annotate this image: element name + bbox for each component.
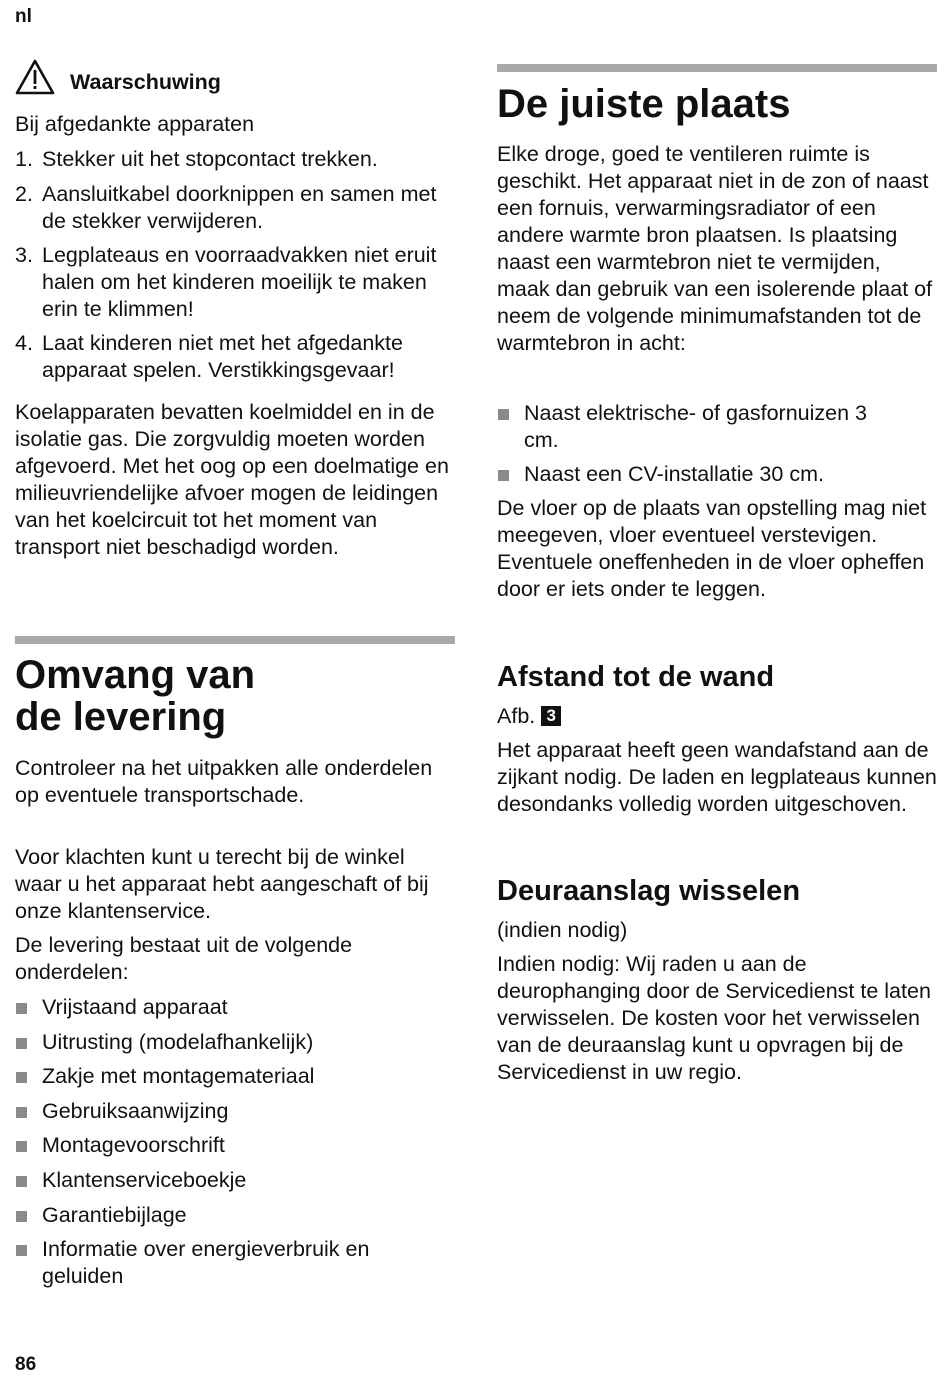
- bullet-square-icon: [498, 470, 509, 481]
- placement-heading: De juiste plaats: [497, 82, 791, 126]
- wall-paragraph: Het apparaat heeft geen wandafstand aan de zijkant nodig. De laden en legplateaus kunnen desondanks volledig worden uitgeschoven.: [497, 738, 937, 816]
- list-item: Klantenserviceboekje: [15, 1167, 455, 1194]
- figure-label: Afb.: [497, 704, 536, 728]
- door-note: (indien nodig): [497, 918, 628, 942]
- warning-step: [15, 330, 455, 384]
- list-item: Naast elektrische- of gasfornuizen 3 cm.: [497, 400, 897, 454]
- bullet-square-icon: [16, 1107, 27, 1118]
- list-item: Vrijstaand apparaat: [15, 994, 455, 1021]
- bullet-square-icon: [16, 1038, 27, 1049]
- list-item: Gebruiksaanwijzing: [15, 1098, 455, 1125]
- warning-step: [15, 146, 455, 173]
- placement-paragraph-2: De vloer op de plaats van opstelling mag niet meegeven, vloer eventueel verstevigen. Eventuele oneffenheden in de vloer opheffen door er iets onder te leggen.: [497, 496, 927, 601]
- language-label: nl: [15, 6, 32, 27]
- step-text: Legplateaus en voorraadvakken niet eruit halen om het kinderen moeilijk te maken erin te klimmen!: [42, 243, 437, 321]
- list-item: Zakje met montagemateriaal: [15, 1063, 455, 1090]
- delivery-paragraph-3: De levering bestaat uit de volgende onderdelen:: [15, 933, 353, 984]
- figure-reference: [497, 703, 561, 730]
- step-text: Aansluitkabel doorknippen en samen met de stekker verwijderen.: [42, 182, 437, 233]
- door-heading: Deuraanslag wisselen: [497, 875, 801, 907]
- bullet-square-icon: [16, 1211, 27, 1222]
- placement-paragraph-1: Elke droge, goed te ventileren ruimte is geschikt. Het apparaat niet in de zon of naast een fornuis, verwarmingsradiator of een andere warmte bron plaatsen. Is plaatsing naast een warmtebron niet te vermijden, maak dan gebruik van een isolerende plaat of neem de volgende minimumafstanden tot de warmtebron in acht:: [497, 142, 933, 355]
- wall-heading: Afstand tot de wand: [497, 661, 775, 693]
- step-number: 4.: [15, 331, 33, 355]
- bullet-square-icon: [16, 1072, 27, 1083]
- list-item: Uitrusting (modelafhankelijk): [15, 1029, 455, 1056]
- door-paragraph: Indien nodig: Wij raden u aan de deurophanging door de Servicedienst te laten verwisselen. De kosten voor het verwisselen van de deuraanslag kunt u opvragen bij de Servicedienst in uw regio.: [497, 952, 931, 1084]
- warning-header: [15, 58, 221, 96]
- step-text: Laat kinderen niet met het afgedankte apparaat spelen. Verstikkingsgevaar!: [42, 331, 403, 382]
- delivery-heading: Omvang van de levering: [15, 653, 256, 739]
- figure-number-badge: 3: [541, 706, 561, 726]
- list-item: Montagevoorschrift: [15, 1132, 455, 1159]
- step-number: 2.: [15, 182, 33, 206]
- warning-paragraph: Koelapparaten bevatten koelmiddel en in de isolatie gas. Die zorgvuldig moeten worden afgevoerd. Met het oog op een doelmatige en milieuvriendelijke afvoer mogen de leidingen van het koelcircuit tot het moment van transport niet beschadigd worden.: [15, 400, 449, 559]
- list-item: Informatie over energieverbruik en geluiden: [15, 1236, 415, 1290]
- warning-step: [15, 181, 455, 235]
- step-number: 3.: [15, 243, 33, 267]
- bullet-square-icon: [16, 1176, 27, 1187]
- step-text: Stekker uit het stopcontact trekken.: [42, 147, 378, 171]
- bullet-square-icon: [498, 409, 509, 420]
- bullet-square-icon: [16, 1003, 27, 1014]
- list-item: Naast een CV-installatie 30 cm.: [497, 461, 937, 488]
- section-divider: [15, 636, 455, 644]
- warning-title: Waarschuwing: [70, 69, 221, 94]
- warning-step: [15, 242, 455, 323]
- list-item: Garantiebijlage: [15, 1202, 455, 1229]
- page-number: 86: [15, 1354, 37, 1375]
- delivery-paragraph-2: Voor klachten kunt u terecht bij de winkel waar u het apparaat hebt aangeschaft of bij onze klantenservice.: [15, 845, 429, 923]
- section-divider: [497, 64, 937, 72]
- bullet-square-icon: [16, 1245, 27, 1256]
- step-number: 1.: [15, 147, 33, 171]
- bullet-square-icon: [16, 1141, 27, 1152]
- warning-triangle-icon: [15, 58, 55, 96]
- warning-intro: Bij afgedankte apparaten: [15, 112, 255, 136]
- delivery-paragraph-1: Controleer na het uitpakken alle onderdelen op eventuele transportschade.: [15, 756, 433, 807]
